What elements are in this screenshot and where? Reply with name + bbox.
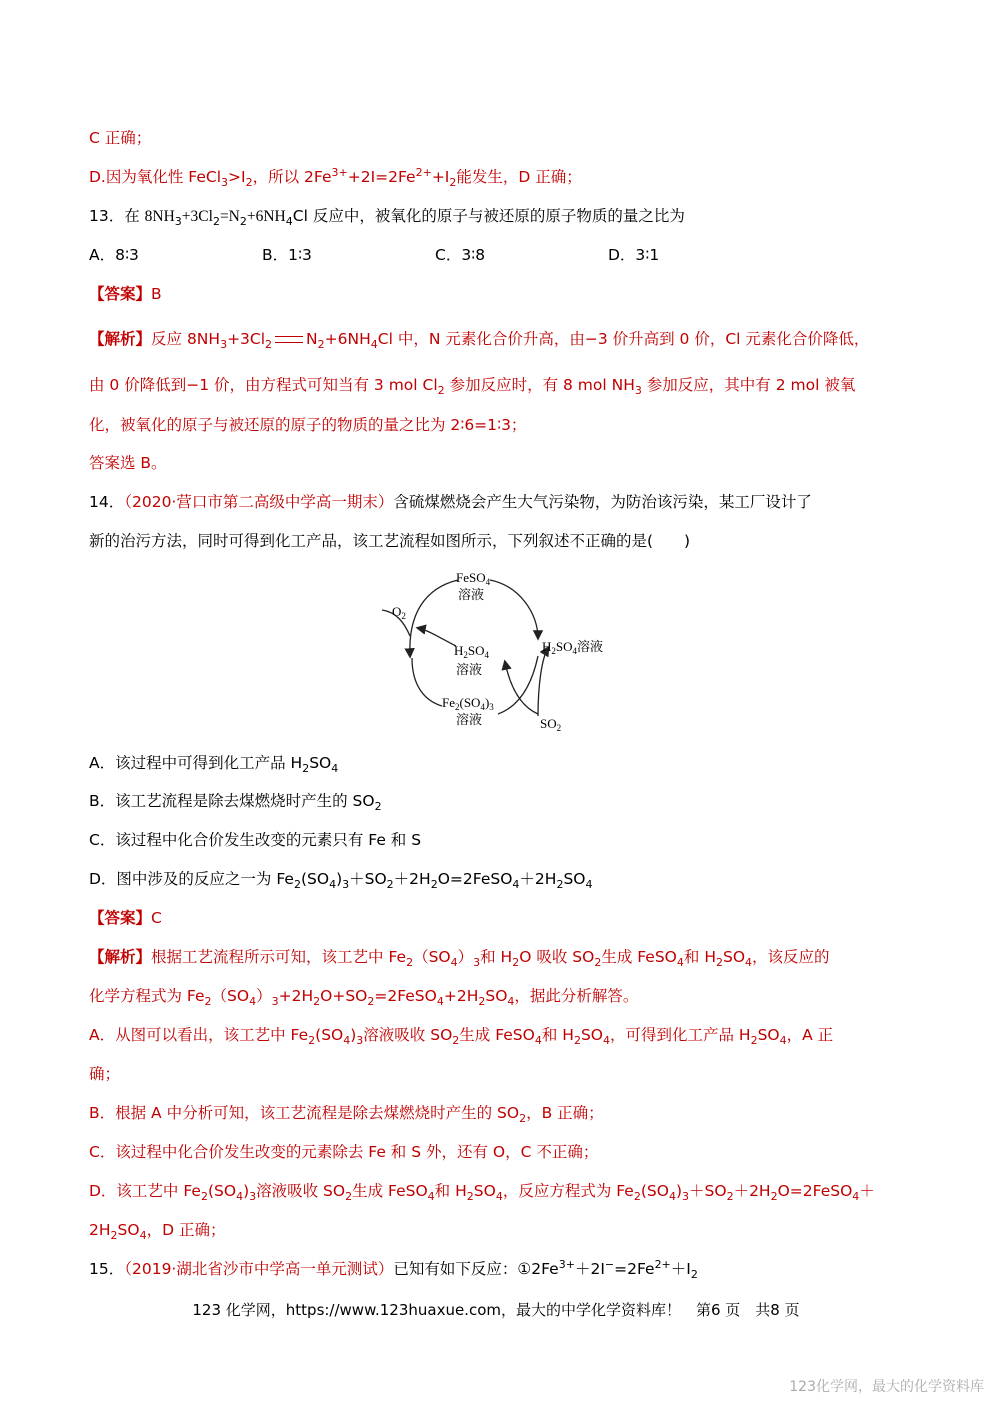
q14-answer: 【答案】C: [89, 909, 162, 927]
label-h2so4: $H_2SO_4$: [454, 643, 490, 660]
q14-option-a: A．该过程中可得到化工产品 $H_2SO_4$: [89, 754, 339, 776]
q14-analysis-line-1: 【解析】根据工艺流程所示可知，该工艺中 $Fe_2(SO_4)_3$和 $H_2O$ 吸收 $SO_2$生成 FeSO$_4$和 $H_2SO_4$，该反应的: [89, 948, 830, 970]
q13-analysis-line-2: 由 0 价降低到−1 价，由方程式可知当有 3 mol $Cl_2$ 参加反应时，有 8 mol $NH_3$ 参加反应，其中有 2 mol 被氧: [89, 376, 856, 398]
label-feso4: FeSO$_4$: [456, 570, 491, 587]
question-13-stem: 13．在 $8NH_3+3Cl_2=N_2+6NH_4Cl$ 反应中，被氧化的原子与被还原的原子物质的量之比为: [89, 207, 685, 229]
q14-analysis-line-4: 确；: [89, 1065, 121, 1083]
arrow-to-h2so4: [505, 662, 538, 714]
q14-source: （2020·营口市第二高级中学高一期末）: [124, 493, 394, 511]
watermark: 123化学网，最大的化学资料库: [789, 1379, 984, 1395]
arrow-to-h2so4-solution: [538, 648, 548, 716]
prev-option-d-line: D.因为氧化性 $FeCl_3>I_2$，所以 $2Fe^{3+}+2I=2Fe^{2+}+I_2$能发生，D 正确；: [89, 165, 582, 190]
arc-left-arrow: [412, 658, 442, 706]
arc-top-left-arrow: [410, 580, 458, 656]
label-so2: $SO_2$: [540, 716, 562, 733]
double-line-equals-sign: [275, 336, 303, 343]
h2so4-to-left-arrow: [418, 628, 456, 646]
label-fe2so43-solution: 溶液: [456, 712, 483, 727]
label-feso4-solution: 溶液: [458, 587, 485, 602]
label-h2so4-right: $H_2SO_4$溶液: [542, 639, 604, 656]
q14-option-b: B．该工艺流程是除去煤燃烧时产生的 $SO_2$: [89, 792, 382, 814]
page-footer: 123 化学网，https://www.123huaxue.com，最大的中学化学资料库！ 第6 页 共8 页: [192, 1301, 800, 1319]
q13-option-b: B．1∶3: [262, 246, 312, 264]
q14-analysis-line-5: B．根据 A 中分析可知，该工艺流程是除去煤燃烧时产生的 $SO_2$，B 正确；: [89, 1104, 604, 1126]
q14-option-d: D．图中涉及的反应之一为 $Fe_2(SO_4)_3+SO_2+2H_2O=2FeSO_4+2H_2SO_4$: [89, 870, 593, 892]
q13-analysis-line-4: 答案选 B。: [89, 454, 167, 472]
q14-analysis-line-8: $2H_2SO_4$，D 正确；: [89, 1221, 226, 1243]
question-14-stem-line-2: 新的治污方法，同时可得到化工产品，该工艺流程如图所示，下列叙述不正确的是( ): [89, 532, 691, 550]
label-h2so4-solution: 溶液: [456, 662, 483, 677]
prev-option-c-line: C 正确；: [89, 129, 152, 147]
question-15-stem: 15．（2019·湖北省沙市中学高一单元测试）已知有如下反应：$①2Fe^{3+}+2I^-=2Fe^{2+}+I_2$: [89, 1257, 698, 1282]
q13-answer: 【答案】B: [89, 285, 162, 303]
q13-analysis-line-3: 化，被氧化的原子与被还原的原子的物质的量之比为 2∶6=1∶3；: [89, 416, 527, 434]
arc-bottom-right: [498, 656, 538, 714]
q14-option-c: C．该过程中化合价发生改变的元素只有 Fe 和 S: [89, 831, 422, 849]
label-o2: $O_2$: [392, 604, 406, 621]
q15-source: （2019·湖北省沙市中学高一单元测试）: [124, 1260, 394, 1278]
q14-analysis-line-2: 化学方程式为 $Fe_2(SO_4)_3+2H_2O+SO_2=2FeSO_4+2H_2SO_4$，据此分析解答。: [89, 987, 639, 1009]
q13-analysis-line-1: 【解析】反应 $8NH_3+3Cl_2$ $N_2+6NH_4Cl$ 中，N 元素化合价升高，由−3 价升高到 0 价，Cl 元素化合价降低，: [89, 330, 870, 352]
q13-option-c: C．3∶8: [435, 246, 486, 264]
q14-analysis-line-6: C．该过程中化合价发生改变的元素除去 Fe 和 S 外，还有 O，C 不正确；: [89, 1143, 599, 1161]
question-14-stem-line-1: 14．（2020·营口市第二高级中学高一期末）含硫煤燃烧会产生大气污染物，为防治该污染，某工厂设计了: [89, 493, 812, 511]
q14-analysis-line-3: A．从图可以看出，该工艺中 $Fe_2(SO_4)_3$溶液吸收 $SO_2$生成 FeSO$_4$和 $H_2SO_4$，可得到化工产品 $H_2SO_4$，A 正: [89, 1026, 834, 1048]
q13-option-a: A．8∶3: [89, 246, 139, 264]
q13-option-d: D．3∶1: [608, 246, 660, 264]
arc-top-right-arrow: [490, 580, 538, 638]
label-fe2so43: $Fe_2(SO_4)_3$: [442, 695, 494, 712]
q14-analysis-line-7: D．该工艺中 $Fe_2(SO_4)_3$溶液吸收 $SO_2$生成 FeSO$_4$和 $H_2SO_4$，反应方程式为 $Fe_2(SO_4)_3+SO_2+2H_2O=2FeSO_4+$: [89, 1182, 875, 1204]
process-flow-diagram: [370, 566, 630, 738]
